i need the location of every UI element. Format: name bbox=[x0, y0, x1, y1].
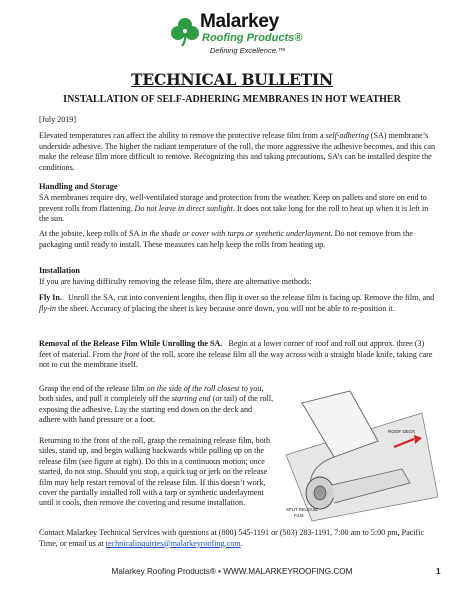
grasp-paragraph: Grasp the end of the release film on the side of the roll closest to you, both sides, and pull it completely off the starting end (or tail) of the roll, exposing the adhesive. Lay the starting end down on the deck and adhere with hand pressure or a foot. bbox=[39, 384, 274, 425]
page-number: 1 bbox=[436, 567, 441, 576]
intro-paragraph: Elevated temperatures can affect the ability to remove the protective release film from a self-adhering (SA) membrane’s underside adhesive. The higher the radiant temperature of the roll, the more aggressive the adhesive becomes, and this can make the release film more difficult to remove. Recognizing this and taking precautions, SA’s can be installed despite the conditions. bbox=[39, 131, 436, 172]
split-film-label-1: SPLIT RELEASE bbox=[286, 507, 319, 512]
logo-sub-text: Roofing Products® bbox=[202, 32, 303, 44]
fly-in-paragraph: Fly In. Unroll the SA, cut into convenient lengths, then flip it over so the release film is facing up. Remove the film, and fly-in the sheet. Accuracy of placing the sheet is key because once down, you will not be able to re-position it. bbox=[39, 293, 437, 313]
split-film-label-2: FILM bbox=[294, 513, 304, 518]
handling-paragraph-1: SA membranes require dry, well-ventilated storage and protection from the weather. Keep on pallets and store on end to prevent rolls from flattening. Do not leave in direct sunlight. It does not take long for the roll to heat up when it is left in the sun. bbox=[39, 193, 429, 224]
release-film-figure bbox=[282, 385, 438, 523]
installation-intro: If you are having difficulty removing the release film, there are alternative methods: bbox=[39, 277, 312, 286]
removal-paragraph: Removal of the Release Film While Unrolling the SA. Begin at a lower corner of roof and roll out approx. three (3) feet of material. From the front of the roll, score the release film all the way across with a straight blade knife, taking care not to cut the membrane itself. bbox=[39, 339, 433, 370]
bulletin-date: [July 2019] bbox=[39, 115, 77, 124]
shamrock-icon bbox=[170, 17, 200, 47]
email-link[interactable]: technicalinquiries@malarkeyroofing.com bbox=[105, 538, 241, 548]
contact-paragraph: Contact Malarkey Technical Services with questions at (800) 545-1191 or (503) 283-1191, 7:00 am to 5:00 pm, Pacific Time, or email us at technicalinquiries@malarkeyroofing.com. bbox=[39, 528, 425, 548]
handling-heading: Handling and Storage bbox=[39, 182, 118, 191]
logo-tagline: Defining Excellence.™ bbox=[210, 46, 286, 55]
handling-paragraph-2: At the jobsite, keep rolls of SA in the shade or cover with tarps or synthetic underlayment. Do not remove from the packaging until ready to install. These measures can help keep the rolls from heating up. bbox=[39, 229, 413, 249]
bulletin-title: TECHNICAL BULLETIN bbox=[131, 70, 333, 89]
logo-brand-text: Malarkey bbox=[200, 11, 279, 32]
installation-heading: Installation bbox=[39, 266, 80, 275]
roof-deck-label: ROOF DECK bbox=[388, 429, 416, 434]
page-footer: Malarkey Roofing Products® • WWW.MALARKEYROOFING.COM bbox=[111, 567, 353, 576]
returning-paragraph: Returning to the front of the roll, grasp the remaining release film, both sides, stand up, and begin walking backwards while pulling up on the release film (see figure at right). Do this in a continuous motion; once started, do not stop. Should you stop, a quick tug or jerk on the release film may help restart removal of the release film. If this doesn’t work, cover the partially installed roll with a tarp or synthetic underlayment until it cools, then remove the covering and resume installation. bbox=[39, 436, 271, 508]
malarkey-logo bbox=[170, 11, 310, 61]
bulletin-subtitle: INSTALLATION OF SELF-ADHERING MEMBRANES IN HOT WEATHER bbox=[63, 94, 401, 105]
